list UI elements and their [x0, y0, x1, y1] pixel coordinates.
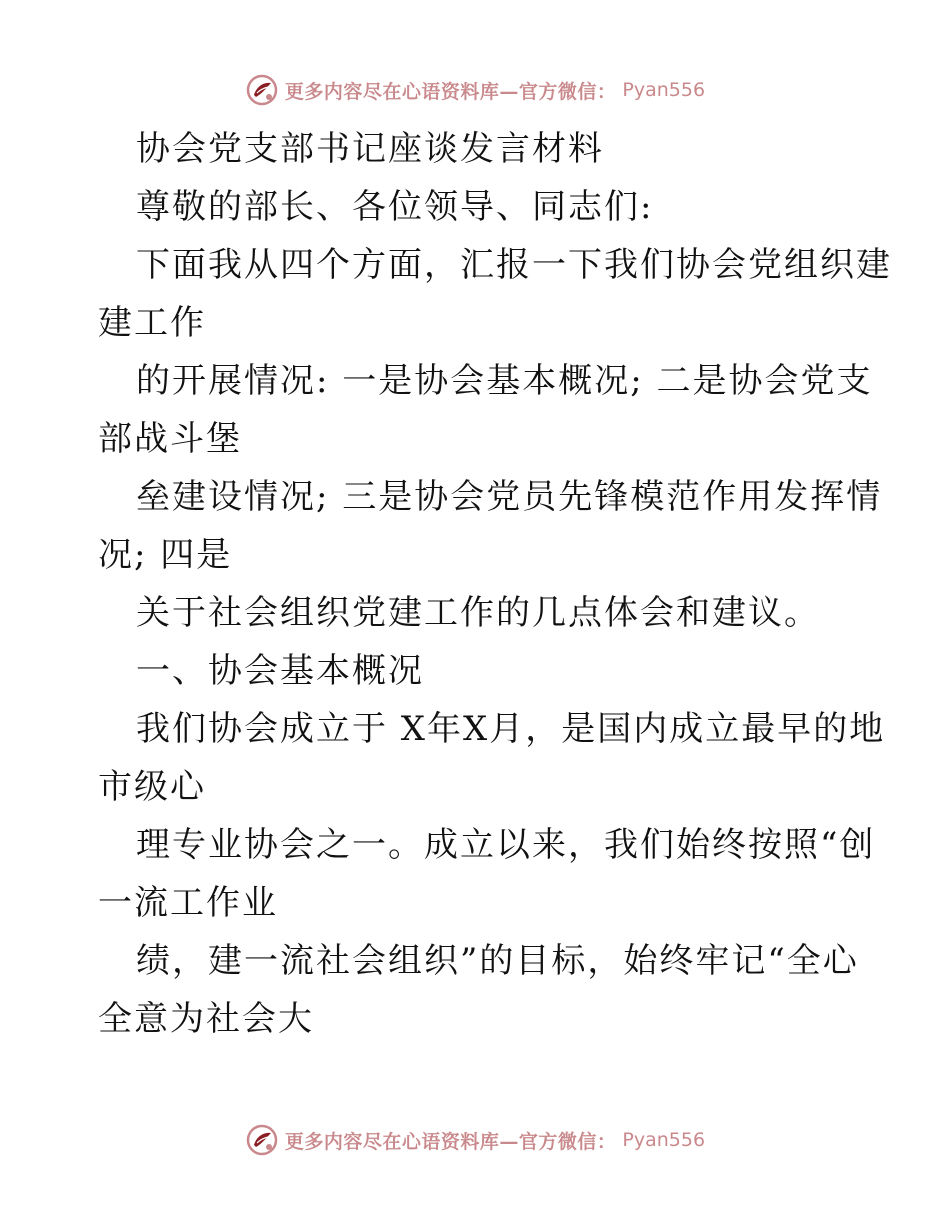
text-line: 理专业协会之一。成立以来，我们始终按照“创 — [136, 825, 876, 865]
text-line: 我们协会成立于 X年X月，是国内成立最早的地 — [136, 709, 886, 749]
text-line: 市级心 — [98, 767, 206, 807]
text-line: 部战斗堡 — [98, 419, 242, 459]
text-line: 况; 四是 — [98, 535, 233, 575]
header-watermark — [0, 70, 950, 110]
footer-watermark — [0, 1120, 950, 1160]
watermark-wechat-id: Pyan556 — [622, 1129, 706, 1151]
watermark-text: 更多内容尽在心语资料库—官方微信： — [284, 80, 617, 103]
watermark-text: 更多内容尽在心语资料库—官方微信： — [284, 1130, 617, 1153]
text-line: 关于社会组织党建工作的几点体会和建议。 — [136, 593, 820, 633]
text-line: 建工作 — [98, 303, 206, 343]
lotus-logo-icon — [245, 73, 279, 107]
text-line: 尊敬的部长、各位领导、同志们: — [136, 187, 654, 227]
text-line: 的开展情况: 一是协会基本概况; 二是协会党支 — [136, 361, 873, 401]
text-line: 一、协会基本概况 — [136, 651, 424, 691]
text-line: 绩，建一流社会组织”的目标，始终牢记“全心 — [136, 941, 859, 981]
text-line: 下面我从四个方面，汇报一下我们协会党组织建 — [136, 245, 892, 285]
text-line: 一流工作业 — [98, 883, 278, 923]
document-body — [98, 120, 892, 1048]
lotus-logo-icon — [245, 1123, 279, 1157]
text-line: 全意为社会大 — [98, 999, 314, 1039]
text-line: 垒建设情况; 三是协会党员先锋模范作用发挥情 — [136, 477, 883, 517]
watermark-wechat-id: Pyan556 — [622, 79, 706, 101]
text-line: 协会党支部书记座谈发言材料 — [136, 129, 604, 169]
